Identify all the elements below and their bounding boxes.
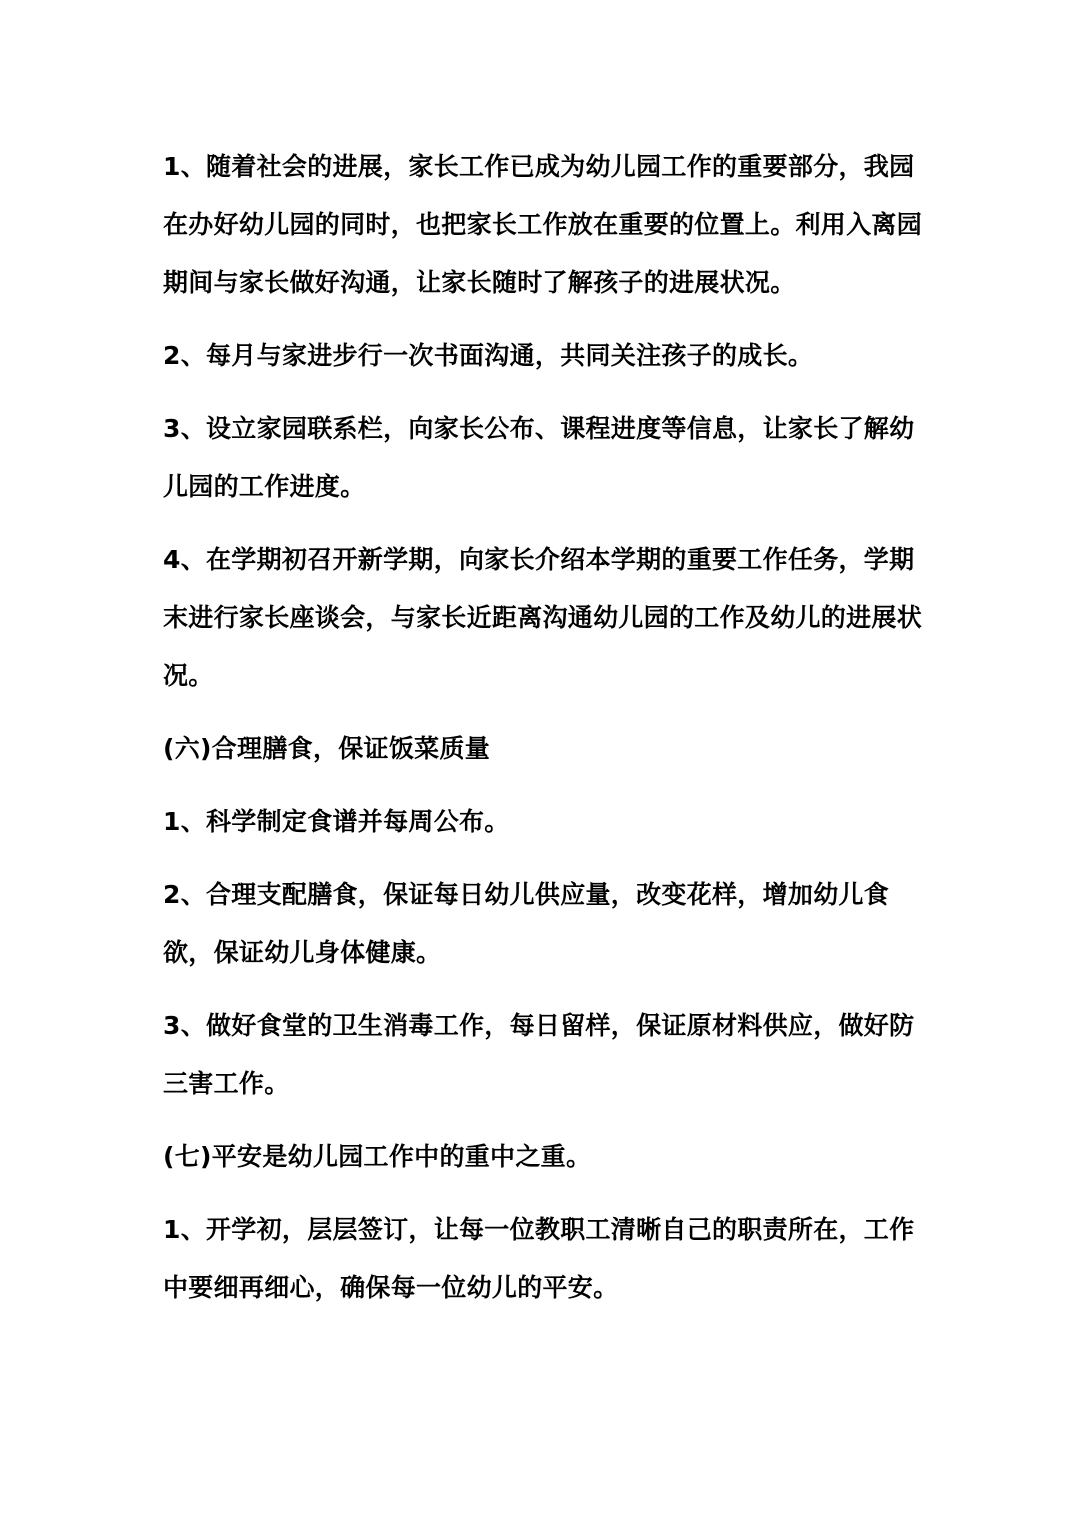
paragraph-safety-responsibility: 1、开学初，层层签订，让每一位教职工清晰自己的职责所在，工作中要细再细心，确保每一位幼儿的平安。	[163, 1215, 915, 1302]
paragraph-weekly-menu: 1、科学制定食谱并每周公布。	[163, 807, 510, 836]
paragraph-monthly-written-communication: 2、每月与家进步行一次书面沟通，共同关注孩子的成长。	[163, 341, 814, 370]
document-body	[163, 138, 923, 1332]
section-heading-meals: (六)合理膳食，保证饭菜质量	[163, 734, 491, 763]
section-heading-safety: (七)平安是幼儿园工作中的重中之重。	[163, 1142, 592, 1171]
paragraph-semester-meetings: 4、在学期初召开新学期，向家长介绍本学期的重要工作任务，学期末进行家长座谈会，与家长近距离沟通幼儿园的工作及幼儿的进展状况。	[163, 545, 923, 690]
paragraph-meal-arrangement: 2、合理支配膳食，保证每日幼儿供应量，改变花样，增加幼儿食欲，保证幼儿身体健康。	[163, 880, 890, 967]
paragraph-canteen-hygiene: 3、做好食堂的卫生消毒工作，每日留样，保证原材料供应，做好防三害工作。	[163, 1011, 915, 1098]
paragraph-parent-communication: 1、随着社会的进展，家长工作已成为幼儿园工作的重要部分，我园在办好幼儿园的同时，也把家长工作放在重要的位置上。利用入离园期间与家长做好沟通，让家长随时了解孩子的进展状况。	[163, 152, 923, 297]
paragraph-home-school-board: 3、设立家园联系栏，向家长公布、课程进度等信息，让家长了解幼儿园的工作进度。	[163, 414, 915, 501]
